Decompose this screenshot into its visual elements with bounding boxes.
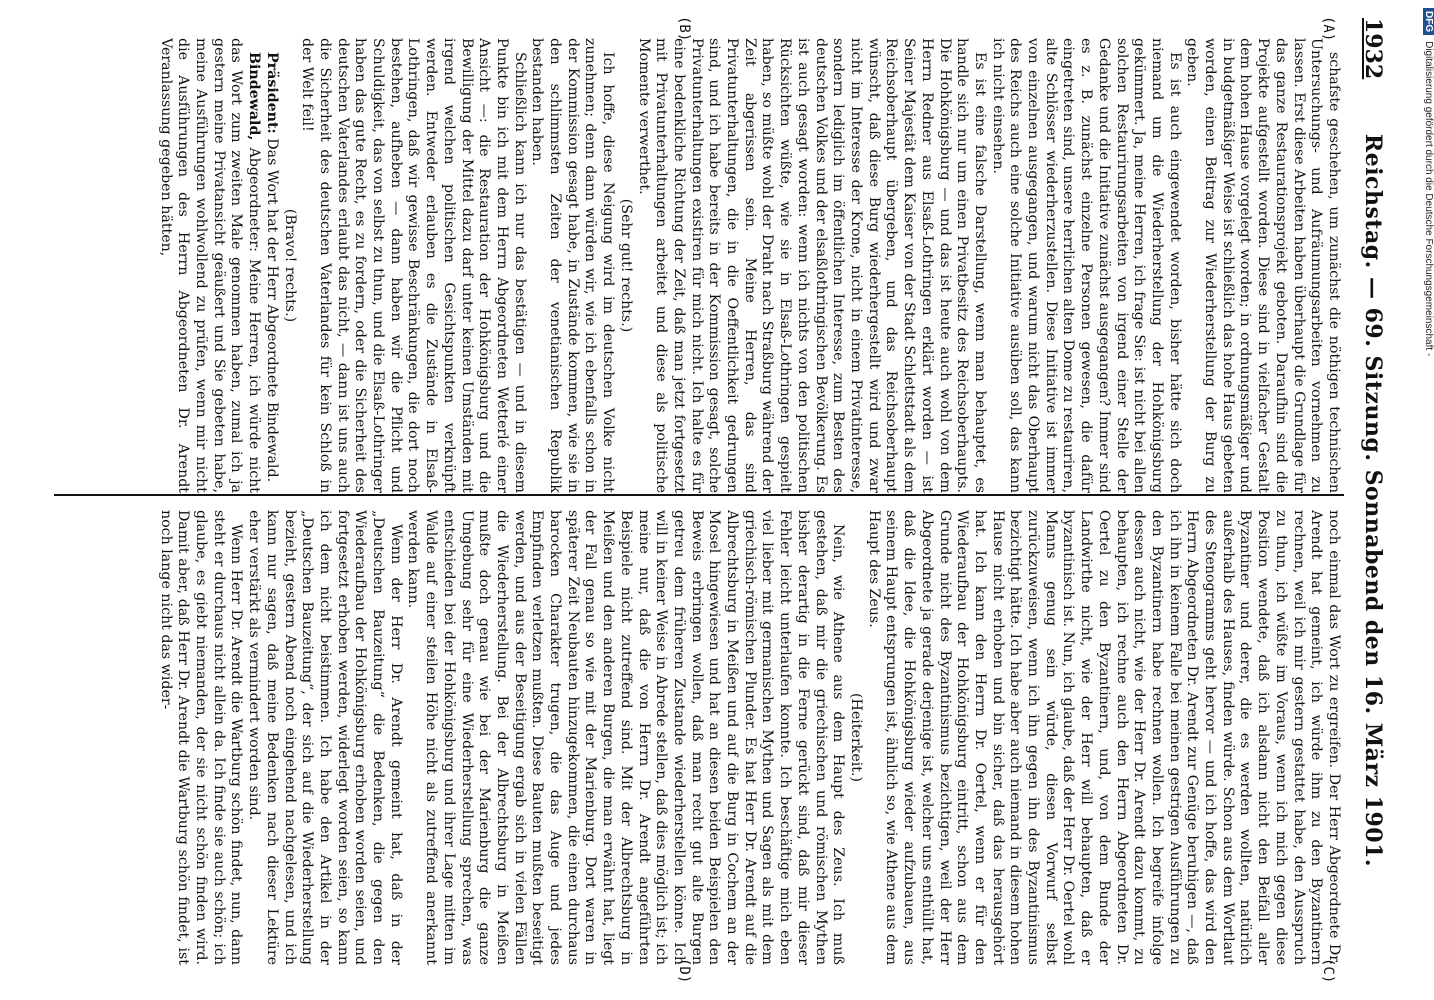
speaker-statement	[156, 38, 262, 493]
paragraph: Ich hoffe, diese Neigung wird im deutschen Volke nicht zunehmen; denn dann würden wir, wie ich ebenfalls schon in der Kommission gesagt habe, in Zustände kommen, wie sie in den schlimmsten Zeiten der venetianischen Republik bestanden haben.	[529, 38, 617, 493]
paragraph: schafste geschehen, um zunächst die nöthigen technischen Untersuchungs- und Aufräumungsarbeiten vornehmen zu lassen. Erst diese Arbeiten haben überhaupt die Grundlage für das ganze Restaurationsprojekt geboten. Daraufhin sind die Projekte aufgestellt worden. Diese sind in vielfacher Gestalt dem hohen Hause vorgelegt worden; in ordnungsmäßiger und in budgetmäßiger Weise ist schließlich das hohe Haus gebeten worden, einen Beitrag zur Wiederherstellung der Burg zu geben.	[1184, 38, 1342, 493]
page-header	[1352, 18, 1392, 983]
speaker-text: Abgeordneter: Meine Herren, ich würde nicht das Wort zum zweiten Male genommen haben, zumal ich ja gestern meine Privatansicht geäußert und Sie gebeten habe, meine Ausführungen wohlwollend zu prüfen, wenn mir nicht die Ausführungen des Herrn Abgeordneten Dr. Arendt Veranlassung gegeben hätten,	[157, 38, 263, 493]
president-text: Das Wort hat der Herr Abgeordnete Bindewald.	[263, 138, 280, 483]
column-divider	[54, 494, 1344, 496]
paragraph: Wenn der Herr Dr. Arendt gemeint hat, daß in der „Deutschen Bauzeitung“ die Bedenken, die gegen den Wiederaufbau der Hohkönigsburg erhoben worden seien, und fortgesetzt erhoben werden, widerlegt worden seien, so kann ich dem nicht beistimmen. Ich habe den Artikel in der „Deutschen Bauzeitung“, der sich auf die Wiederherstellung bezieht, gestern Abend noch eingehend nachgelesen, und ich kann nur sagen, daß meine Bedenken nach dieser Lektüre eher verstärkt als vermindert worden sind.	[246, 510, 404, 965]
rotated-document-wrapper	[52, 18, 1392, 983]
digitization-text: Digitalisierung gefördert durch die Deutsche Forschungsgemeinschaft -	[1423, 41, 1434, 357]
margin-mark-b: (B)	[676, 16, 692, 42]
digitization-note	[1418, 8, 1434, 994]
president-label: Präsident:	[263, 52, 280, 134]
margin-mark-c: (C)	[1320, 958, 1336, 984]
document-page	[52, 18, 1392, 983]
paragraph: noch einmal das Wort zu ergreifen. Der Herr Abgeordnete Dr. Arendt hat gemeint, ich würde ihm zu den Byzantinern rechnen, weil ich mir gestern gestattet habe, den Ausspruch zu thun, ich wüßte im Voraus, wenn ich mich gegen diese Position wendete, daß ich alsdann nicht den Beifall aller Byzantiner und derer, die es werden wollten, natürlich außerhalb des Hauses, finden würde. Schon aus dem Wortlaut des Stenogramms geht hervor — und ich hoffe, das wird den Herrn Abgeordneten Dr. Arendt zur Genüge beruhigen —, daß ich ihn in keinem Falle bei meinen gestrigen Ausführungen zu den Byzantinern habe rechnen wollen. Ich begreife infolge dessen auch nicht, wie der Herr Dr. Arendt dazu kommt, zu behaupten, ich rechne auch den Herrn Abgeordneten Dr. Oertel zu den Byzantinern, und, von dem Bunde der Landwirthe nicht, wie der Herr will behaupten, daß er byzantinisch ist. Nun, ich glaube, daß der Herr Dr. Oertel wohl Manns genug sein würde, diesen Vorwurf selbst zurückzuweisen, wenn ich ihn gegen ihn des Byzantinismus bezichtigt hätte. Ich habe aber auch niemand in diesem hohen Hause nicht erhoben und bin sicher, daß das herausgehört hat. Ich kann den Herrn Dr. Oertel, wenn er für den Wiederaufbau der Hohkönigsburg eintritt, schon aus dem Grunde nicht des Byzantinismus bezichtigen, weil der Herr Abgeordnete ja gerade derjenige ist, welcher uns enthüllt hat, daß die Idee, die Hohkönigsburg wieder aufzubauen, aus seinem Haupt entsprungen ist, ähnlich so, wie Athene aus dem Haupt des Zeus.	[865, 510, 1342, 965]
page-number: 1932	[1360, 18, 1386, 80]
right-column	[57, 510, 1342, 965]
paragraph: Es ist eine falsche Darstellung, wenn man behauptet, es handle sich nur um einen Privatbesitz des Reichsoberhaupts. Die Hohkönigsburg — und das ist heute auch wohl von dem Herrn Redner aus Elsaß-Lothringen erklärt worden — ist Seiner Majestät dem Kaiser von der Stadt Schlettstadt als dem Reichsoberhaupt übergeben, und das Reichsoberhaupt wünscht, daß diese Burg wiederhergestellt wird und zwar nicht im Interesse der Krone, nicht in einem Privatinteresse, sondern lediglich im öffentlichen Interesse, zum Besten des deutschen Volkes und der elsaßlothringischen Bevölkerung. Es ist auch gesagt worden: wenn ich nichts von den politischen Rücksichten wüßte, wie sie in Elsaß-Lothringen gespielt haben, so müßte wohl der Draht nach Straßburg während der Zeit abgerissen sein. Meine Herren, das sind Privatunterhaltungen, die in die Oeffentlichkeit gedrungen sind, und ich habe bereits in der Kommission gesagt, solche Privatunterhaltungen existiren für mich nicht. Ich halte es für eine bedenkliche Richtung der Zeit, daß man jetzt fortgesetzt mit Privatunterhaltungen arbeitet und diese als politische Momente verwerthet.	[635, 38, 988, 493]
laughter-note: (Heiterkeit.)	[848, 693, 865, 782]
applause-note: (Bravo! rechts.)	[281, 208, 298, 323]
left-column	[57, 38, 1342, 493]
president-statement	[262, 38, 280, 493]
applause-note: (Sehr gut! rechts.)	[617, 198, 634, 333]
page-title: Reichstag. — 69. Sitzung. Sonnabend den 16. März 1901.	[1360, 133, 1386, 868]
paragraph: Nein, wie Athene aus dem Haupt des Zeus. Ich muß gestehen, daß mir die griechischen und römischen Mythen bisher derartig in die Ferne gerückt sind, daß mir dieser Fehler leicht unterlaufen konnte. Ich beschäftige mich eben viel lieber mit germanischen Mythen und Sagen als mit dem griechisch-römischen Plunder. Es hat Herr Dr. Arendt auf die Albrechtsburg in Meißen und auf die Burg in Cochem an der Mosel hingewiesen und hat an diesen beiden Beispielen den Beweis erbringen wollen, daß man recht gut alte Burgen getreu dem früheren Zustande wiederherstellen könne. Ich will in keiner Weise in Abrede stellen, daß dies möglich ist; ich meine nur, daß die von Herrn Dr. Arendt angeführten Beispiele nicht zutreffend sind. Mit der Albrechtsburg in Meißen und den anderen Burgen, die man erwähnt hat, liegt der Fall genau so wie mit der Marienburg. Dort waren in späterer Zeit Neubauten hinzugekommen, die einen durchaus barocken Charakter trugen, die das Auge und jedes Empfinden verletzen mußten. Diese Bauten mußten beseitigt werden, und aus der Beseitigung ergab sich in vielen Fällen die Wiederherstellung. Bei der Albrechtsburg in Meißen mußte doch genau wie bei der Marienburg die ganze Umgebung sehr für eine Wiederherstellung sprechen, was entschieden bei der Hohkönigsburg und ihrer Lage mitten im Walde auf einer steilen Höhe nicht als zutreffend anerkannt werden kann.	[405, 510, 847, 965]
paragraph: Schließlich kann ich nur das bestätigen — und in diesem Punkte bin ich mit dem Herrn Abgeordneten Wetterlé einer Ansicht —: die Restauration der Hohkönigsburg und die Bewilligung der Mittel dazu darf unter keinen Umständen mit irgend welchen politischen Gesichtspunkten verknüpft werden. Entweder erlauben es die Zustände in Elsaß-Lothringen, daß wir gewisse Beschränkungen, die dort noch bestehen, aufheben — dann haben wir die Pflicht und Schuldigkeit, das von selbst zu thun, und die Elsaß-Lothringer haben das gute Recht, es zu fordern, oder die Sicherheit des deutschen Vaterlandes erlaubt das nicht, — dann ist uns auch die Sicherheit des deutschen Vaterlandes für kein Schloß in der Welt feil!	[299, 38, 528, 493]
speaker-label: Bindewald,	[246, 52, 263, 141]
paragraph: Wenn Herr Dr. Arendt die Wartburg schön findet, nun, dann steht er durchaus nicht allein da. Ich finde sie auch schön; ich glaube, es giebt niemanden, der sie nicht schön finden wird. Damit aber, daß Herr Dr. Arendt die Wartburg schön findet, ist noch lange nicht das wider-	[157, 510, 245, 965]
paragraph: Es ist auch eingewendet worden, bisher hätte sich doch niemand um die Wiederherstellung der Hohkönigsburg gekümmert. Ja, meine Herren, ich frage Sie: ist nicht bei allen solchen Restaurirungsarbeiten von irgend einer Stelle der Gedanke und die Initiative zunächst ausgegangen? Immer sind es z. B. zunächst einzelne Personen gewesen, die dafür eingetreten sind, unsere herrlichen alten Dome zu restauriren, alte Schlösser wiederherzustellen. Diese Initiative ist immer von einzelnen ausgegangen, und warum nicht das Oberhaupt des Reichs auch eine solche Initiative ausüben soll, das kann ich nicht einsehen.	[989, 38, 1183, 493]
margin-mark-a: (A)	[1320, 16, 1336, 42]
dfg-logo: DFG	[1423, 8, 1434, 35]
margin-mark-d: (D)	[676, 958, 692, 984]
